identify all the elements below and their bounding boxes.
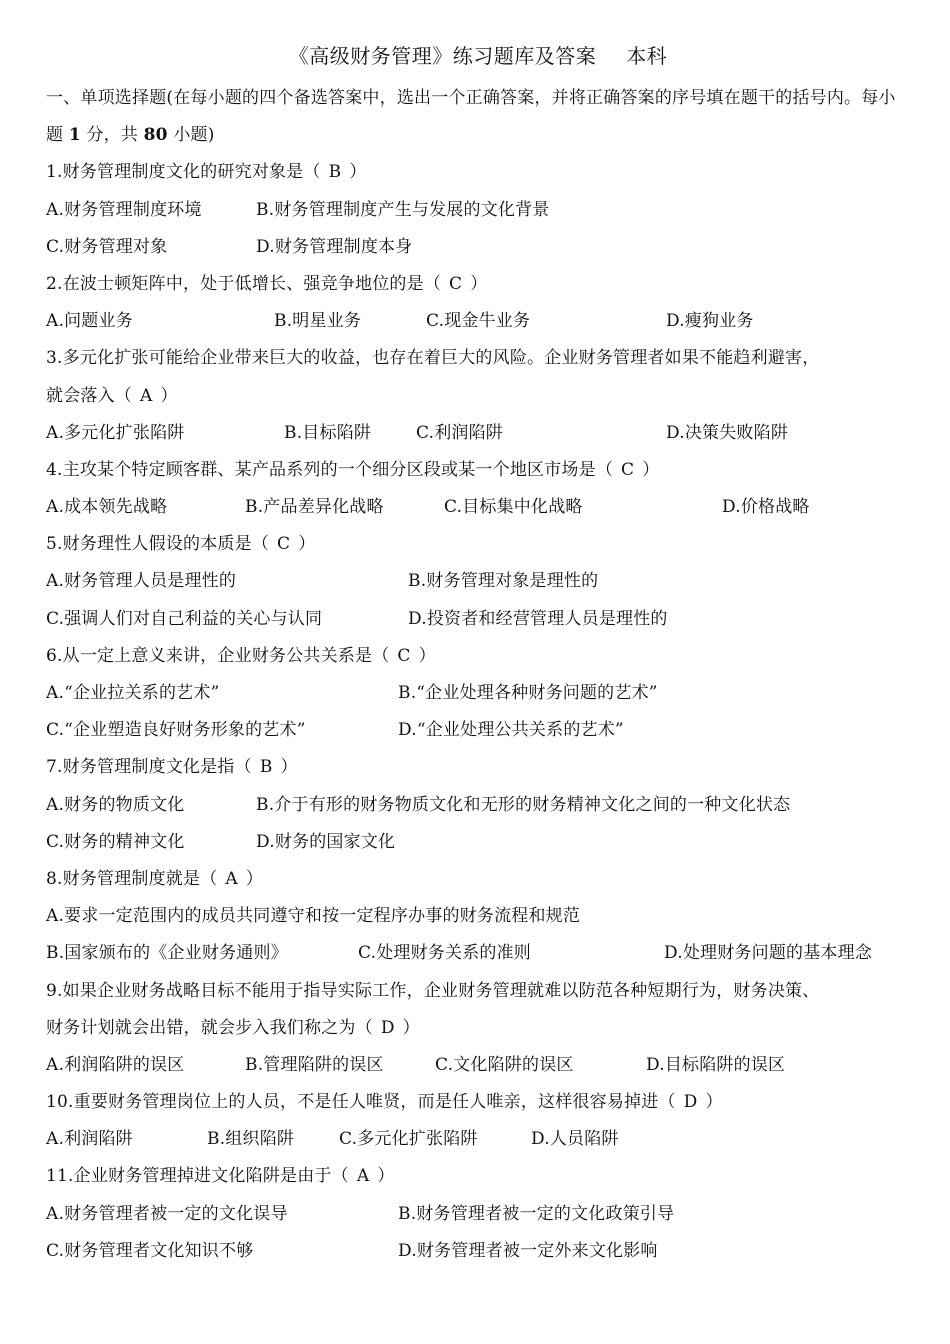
- option-c: C.多元化扩张陷阱: [339, 1129, 478, 1150]
- options-row: [46, 1233, 910, 1270]
- option-a: A.财务管理人员是理性的: [46, 571, 237, 592]
- options-row: [46, 935, 910, 972]
- question-stem: 11.企业财务管理掉进文化陷阱是由于（ A ）: [46, 1166, 395, 1187]
- option-a: A.利润陷阱: [46, 1129, 133, 1150]
- question-answer: B: [328, 162, 342, 183]
- question-stem-continued: 财务计划就会出错，就会步入我们称之为（ D ）: [46, 1017, 420, 1038]
- option-d: D.人员陷阱: [531, 1129, 619, 1150]
- option-c: C.利润陷阱: [416, 422, 504, 443]
- option-b: B.明星业务: [274, 311, 362, 332]
- section-mid: 分，共: [80, 125, 144, 146]
- option-a: A.财务管理者被一定的文化误导: [46, 1203, 288, 1224]
- option-a: A.问题业务: [46, 311, 133, 332]
- question-stem-continued: 就会落入（ A ）: [46, 385, 178, 406]
- question-answer: D: [380, 1017, 395, 1038]
- title-main: 《高级财务管理》练习题库及答案: [288, 44, 597, 68]
- option-d: D.“企业处理公共关系的艺术”: [398, 720, 624, 741]
- option-d: D.决策失败陷阱: [666, 422, 789, 443]
- option-d: D.价格战略: [722, 497, 810, 518]
- options-row: [46, 192, 910, 229]
- question-stem: 5.财务理性人假设的本质是（ C ）: [46, 534, 316, 555]
- option-b: B.介于有形的财务物质文化和无形的财务精神文化之间的一种文化状态: [256, 794, 791, 815]
- question-answer: C: [397, 645, 411, 666]
- option-a: A.财务管理制度环境: [46, 199, 202, 220]
- options-row: [46, 229, 910, 266]
- options-row: [46, 1121, 910, 1158]
- option-d: D.财务管理制度本身: [256, 236, 413, 257]
- options-row: [46, 712, 910, 749]
- question-stem: 6.从一定上意义来讲，企业财务公共关系是（ C ）: [46, 645, 436, 666]
- document-title: [46, 38, 910, 74]
- question-stem: 7.财务管理制度文化是指（ B ）: [46, 757, 298, 778]
- section-count: 80: [143, 125, 168, 146]
- options-row: [46, 787, 910, 824]
- option-d: D.财务管理者被一定外来文化影响: [398, 1240, 658, 1261]
- option-b: B.财务管理者被一定的文化政策引导: [398, 1203, 675, 1224]
- question-stem: 8.财务管理制度就是（ A ）: [46, 868, 264, 889]
- option-c: C.处理财务关系的准则: [358, 943, 532, 964]
- section-prefix: 一、单项选择题(在每小题的四个备选答案中，选出一个正确答案，并将正确答案的序号填在题干的括号内。每小题: [46, 88, 896, 146]
- option-b: B.财务管理制度产生与发展的文化背景: [256, 199, 550, 220]
- section-heading: [46, 80, 910, 154]
- question-stem: 2.在波士顿矩阵中，处于低增长、强竞争地位的是（ C ）: [46, 273, 488, 294]
- option-c: C.“企业塑造良好财务形象的艺术”: [46, 720, 306, 741]
- section-suffix: 小题): [167, 125, 215, 146]
- question-stem: 1.财务管理制度文化的研究对象是（ B ）: [46, 162, 367, 183]
- option-a: A.财务的物质文化: [46, 794, 185, 815]
- question-answer: C: [621, 459, 635, 480]
- question-answer: A: [225, 868, 238, 889]
- options-row: [46, 675, 910, 712]
- option-c: C.财务管理者文化知识不够: [46, 1240, 254, 1261]
- option-b: B.目标陷阱: [284, 422, 372, 443]
- question-stem: 10.重要财务管理岗位上的人员，不是任人唯贤，而是任人唯亲，这样很容易掉进（ D ）: [46, 1092, 723, 1113]
- option-b: B.国家颁布的《企业财务通则》: [46, 943, 288, 964]
- option-c: C.文化陷阱的误区: [435, 1054, 574, 1075]
- option-d: D.财务的国家文化: [256, 831, 396, 852]
- option-c: C.财务的精神文化: [46, 831, 185, 852]
- options-row: [46, 898, 910, 935]
- option-d: D.处理财务问题的基本理念: [664, 943, 873, 964]
- options-row: [46, 1196, 910, 1233]
- question-stem: 4.主攻某个特定顾客群、某产品系列的一个细分区段或某一个地区市场是（ C ）: [46, 459, 660, 480]
- section-score: 1: [68, 125, 81, 146]
- option-c: C.目标集中化战略: [444, 497, 583, 518]
- options-row: [46, 824, 910, 861]
- option-a: A.成本领先战略: [46, 497, 168, 518]
- question-answer: D: [683, 1092, 698, 1113]
- question-answer: B: [259, 757, 273, 778]
- option-d: D.目标陷阱的误区: [646, 1054, 786, 1075]
- option-b: B.财务管理对象是理性的: [408, 571, 599, 592]
- option-a: A.多元化扩张陷阱: [46, 422, 185, 443]
- question-stem: 3.多元化扩张可能给企业带来巨大的收益，也存在着巨大的风险。企业财务管理者如果不能趋利避害，: [46, 348, 820, 369]
- title-level: 本科: [626, 44, 668, 68]
- options-row: [46, 303, 910, 340]
- question-answer: A: [140, 385, 153, 406]
- option-a: A.要求一定范围内的成员共同遵守和按一定程序办事的财务流程和规范: [46, 906, 581, 927]
- option-b: B.管理陷阱的误区: [245, 1054, 384, 1075]
- option-a: A.利润陷阱的误区: [46, 1054, 185, 1075]
- options-row: [46, 489, 910, 526]
- options-row: [46, 415, 910, 452]
- option-b: B.“企业处理各种财务问题的艺术”: [398, 683, 658, 704]
- option-c: C.强调人们对自己利益的关心与认同: [46, 608, 323, 629]
- option-b: B.产品差异化战略: [245, 497, 384, 518]
- option-d: D.瘦狗业务: [666, 311, 754, 332]
- options-row: [46, 601, 910, 638]
- question-answer: A: [356, 1166, 370, 1187]
- question-answer: C: [277, 534, 291, 555]
- options-row: [46, 1047, 910, 1084]
- option-d: D.投资者和经营管理人员是理性的: [408, 608, 668, 629]
- option-a: A.“企业拉关系的艺术”: [46, 683, 220, 704]
- question-answer: C: [449, 273, 463, 294]
- question-stem: 9.如果企业财务战略目标不能用于指导实际工作，企业财务管理就难以防范各种短期行为，财务决策、: [46, 980, 820, 1001]
- option-c: C.财务管理对象: [46, 236, 168, 257]
- option-b: B.组织陷阱: [207, 1129, 295, 1150]
- option-c: C.现金牛业务: [426, 311, 531, 332]
- options-row: [46, 563, 910, 600]
